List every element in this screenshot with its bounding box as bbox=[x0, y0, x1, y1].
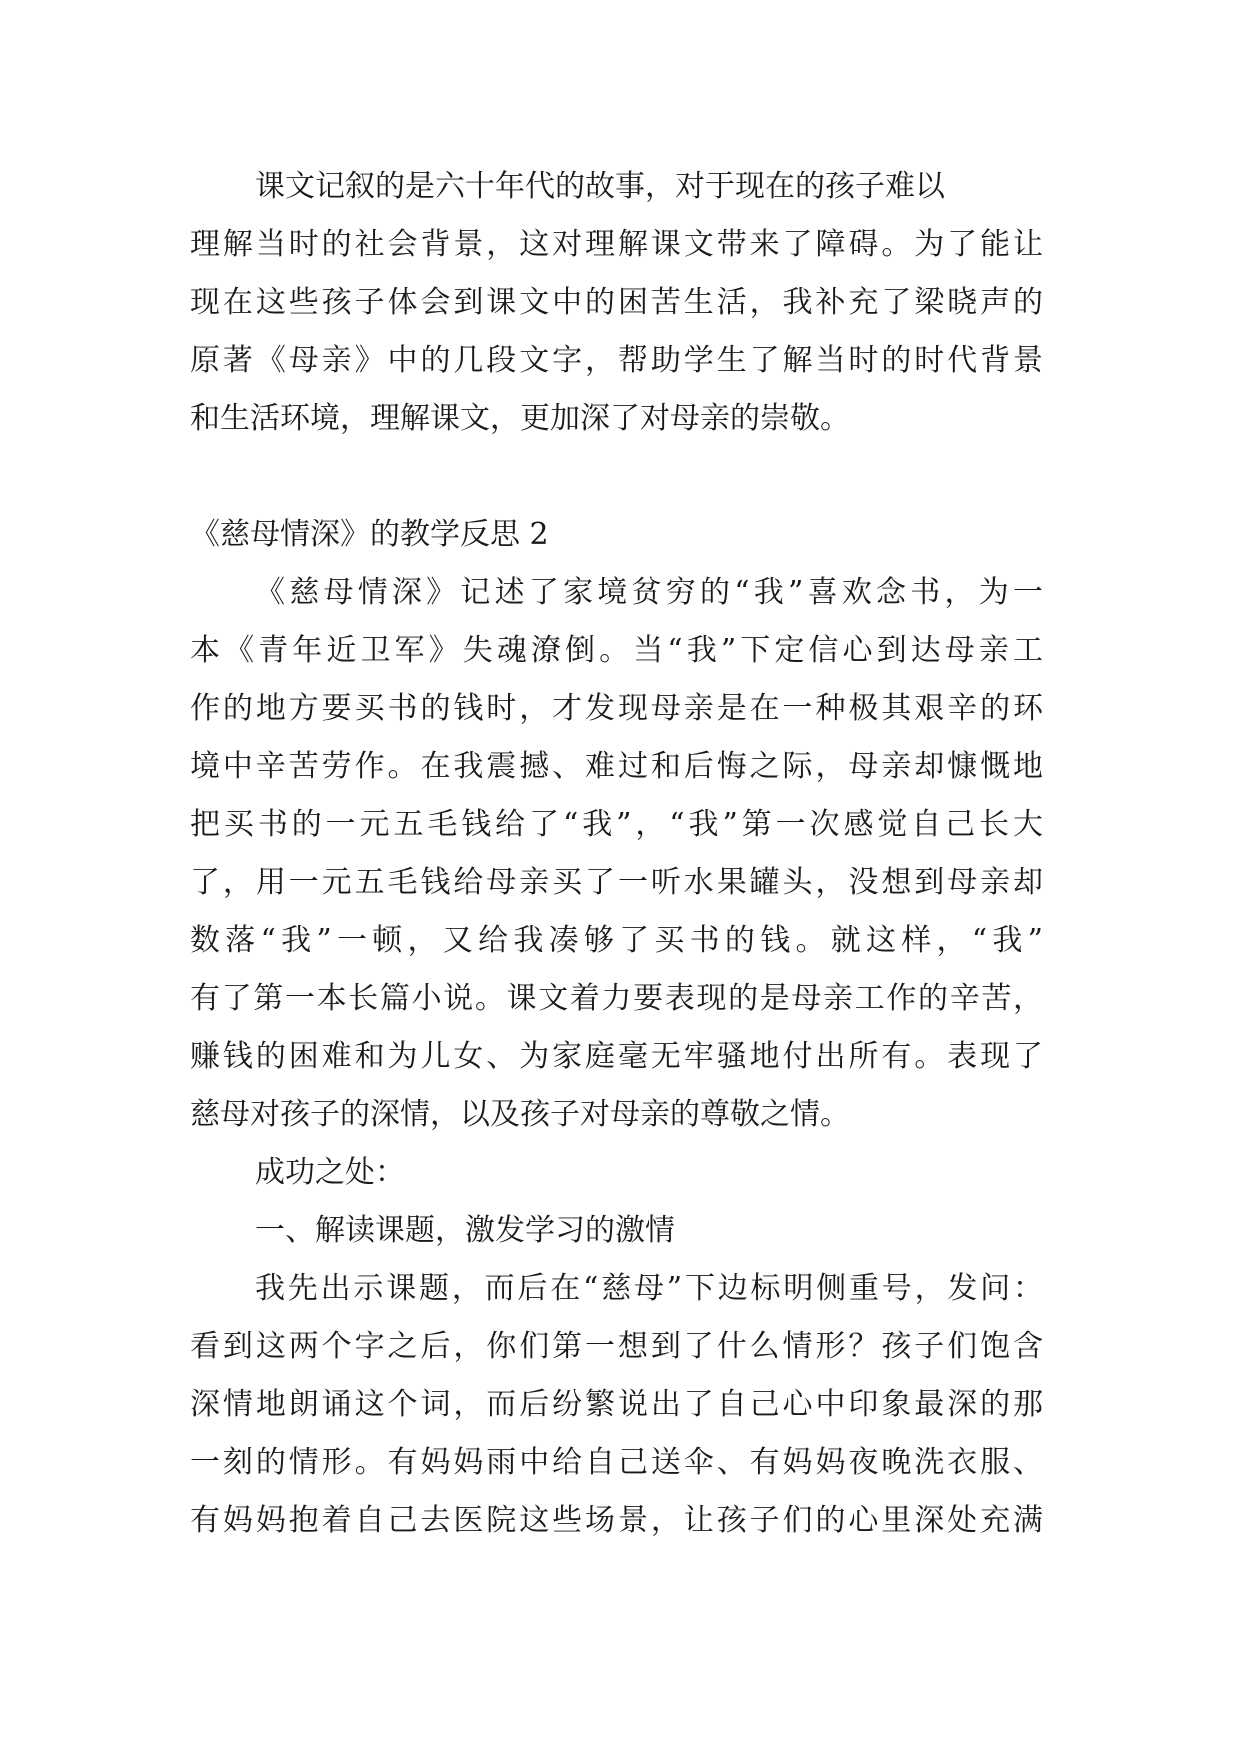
paragraph-line: 本《青年近卫军》失魂潦倒。当“我”下定信心到达母亲工 bbox=[190, 633, 1043, 668]
paragraph-line: 《慈母情深》记述了家境贫穷的“我”喜欢念书，为一 bbox=[255, 575, 1043, 610]
paragraph-line: 了，用一元五毛钱给母亲买了一听水果罐头，没想到母亲却 bbox=[190, 865, 1043, 900]
paragraph-line: 原著《母亲》中的几段文字，帮助学生了解当时的时代背景 bbox=[190, 343, 1043, 378]
success-heading: 成功之处： bbox=[255, 1155, 405, 1190]
paragraph-line: 境中辛苦劳作。在我震撼、难过和后悔之际，母亲却慷慨地 bbox=[190, 749, 1043, 784]
paragraph-line: 深情地朗诵这个词，而后纷繁说出了自己心中印象最深的那 bbox=[190, 1387, 1043, 1422]
paragraph-line: 作的地方要买书的钱时，才发现母亲是在一种极其艰辛的环 bbox=[190, 691, 1043, 726]
paragraph-line: 现在这些孩子体会到课文中的困苦生活，我补充了梁晓声的 bbox=[190, 285, 1043, 320]
paragraph-line: 有了第一本长篇小说。课文着力要表现的是母亲工作的辛苦， bbox=[190, 981, 1043, 1016]
paragraph-line: 赚钱的困难和为儿女、为家庭毫无牢骚地付出所有。表现了 bbox=[190, 1039, 1043, 1074]
paragraph-line: 我先出示课题，而后在“慈母”下边标明侧重号，发问： bbox=[255, 1271, 1043, 1306]
paragraph-line: 看到这两个字之后，你们第一想到了什么情形？孩子们饱含 bbox=[190, 1329, 1043, 1364]
paragraph-line: 慈母对孩子的深情，以及孩子对母亲的尊敬之情。 bbox=[190, 1097, 850, 1132]
paragraph-line: 把买书的一元五毛钱给了“我”，“我”第一次感觉自己长大 bbox=[190, 807, 1043, 842]
paragraph-line: 理解当时的社会背景，这对理解课文带来了障碍。为了能让 bbox=[190, 227, 1043, 262]
paragraph-line: 课文记叙的是六十年代的故事，对于现在的孩子难以 bbox=[255, 169, 945, 204]
paragraph-line: 和生活环境，理解课文，更加深了对母亲的崇敬。 bbox=[190, 401, 850, 436]
paragraph-line: 一刻的情形。有妈妈雨中给自己送伞、有妈妈夜晚洗衣服、 bbox=[190, 1445, 1043, 1480]
paragraph-line: 数落“我”一顿，又给我凑够了买书的钱。就这样，“我” bbox=[190, 923, 1043, 958]
point-heading: 一、解读课题，激发学习的激情 bbox=[255, 1213, 675, 1248]
paragraph-line: 有妈妈抱着自己去医院这些场景，让孩子们的心里深处充满 bbox=[190, 1503, 1043, 1538]
section-title: 《慈母情深》的教学反思 2 bbox=[190, 517, 549, 552]
